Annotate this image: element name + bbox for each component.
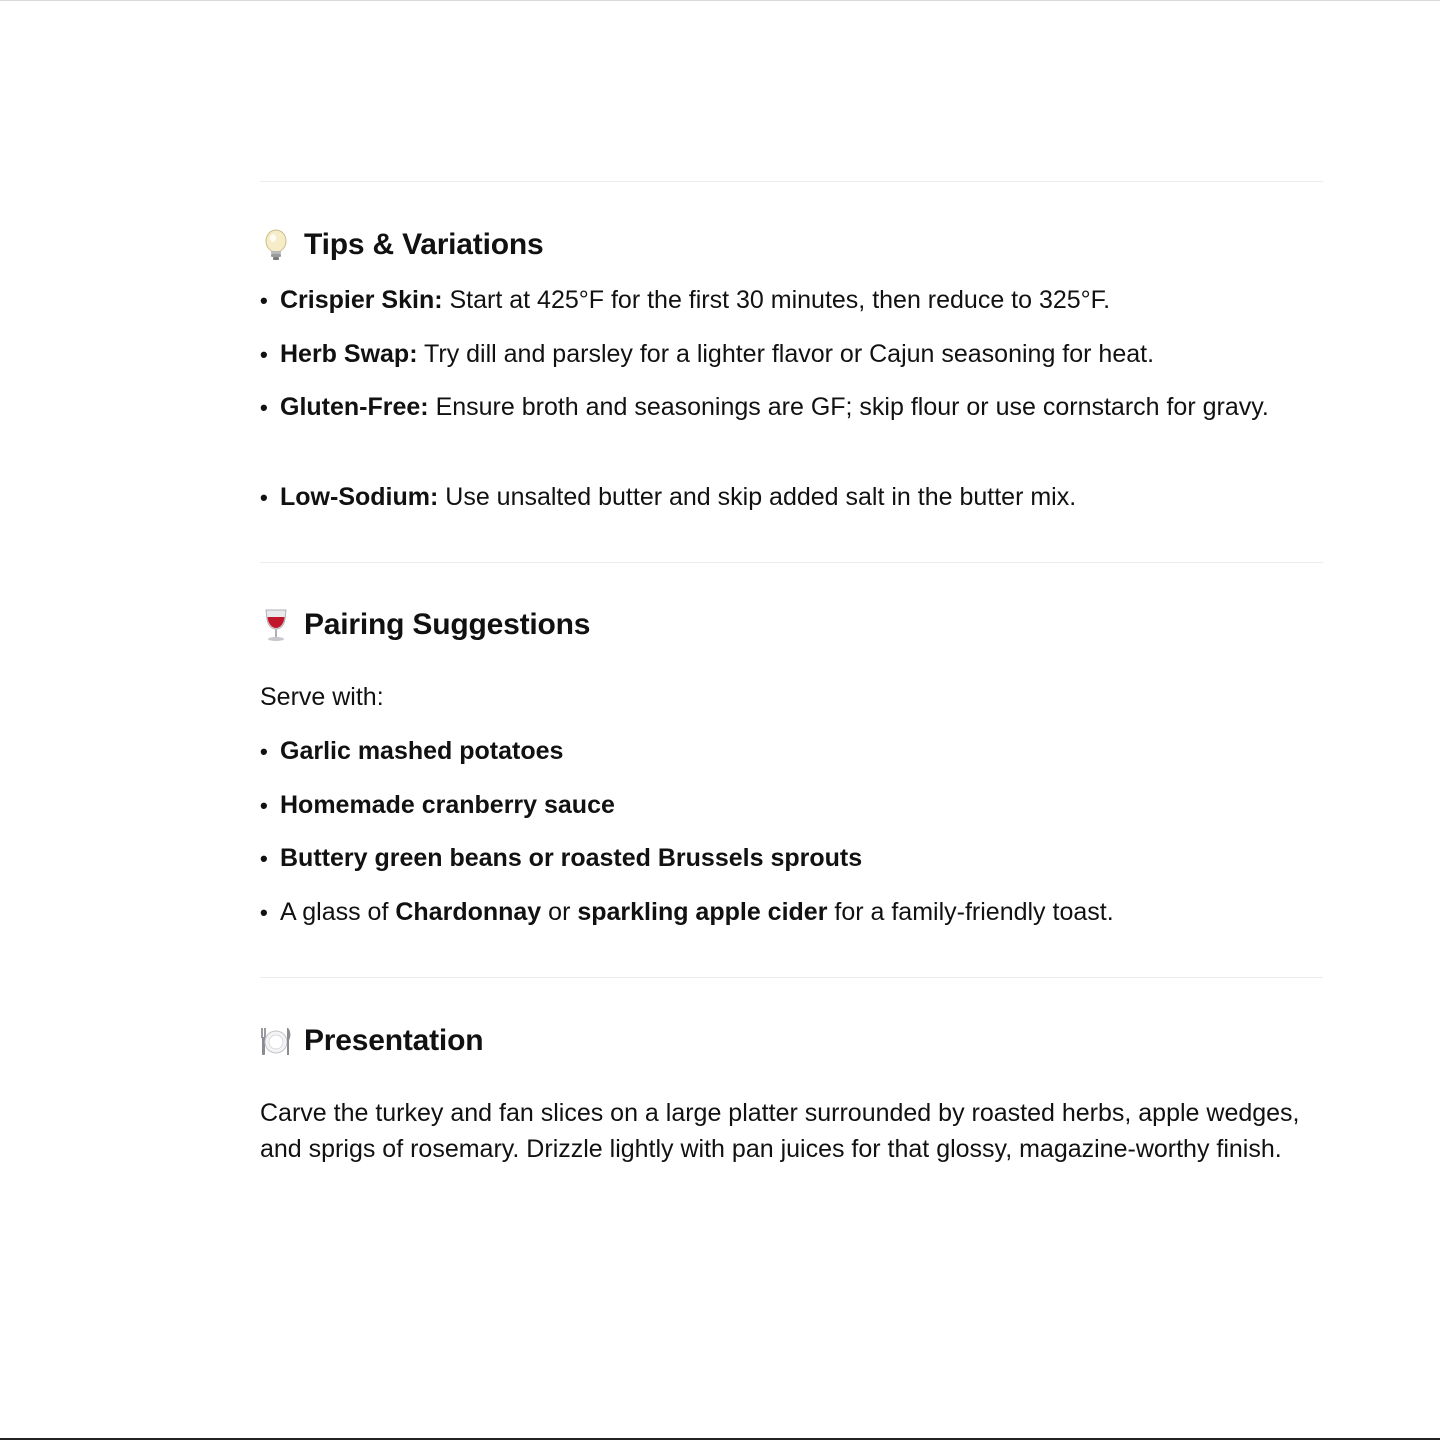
list-item bbox=[260, 390, 1322, 426]
list-item bbox=[260, 788, 1322, 824]
tips-heading bbox=[258, 225, 543, 265]
pairing-intro: Serve with: bbox=[260, 683, 384, 711]
pairing-title: Pairing Suggestions bbox=[304, 608, 591, 641]
pairing-label: Homemade cranberry sauce bbox=[280, 791, 615, 819]
bullet: • bbox=[260, 846, 268, 871]
presentation-heading bbox=[258, 1021, 483, 1061]
section-divider-top bbox=[260, 181, 1323, 182]
bullet: • bbox=[260, 793, 268, 818]
pairing-text bbox=[280, 788, 1322, 824]
presentation-text: Carve the turkey and fan slices on a large platter surrounded by roasted herbs, apple wedges, and sprigs of rosemary. Drizzle lightly with pan juices for that glossy, magazine-worthy finish. bbox=[260, 1099, 1300, 1163]
tips-title: Tips & Variations bbox=[304, 228, 544, 261]
list-item bbox=[260, 841, 1322, 877]
tip-text bbox=[280, 480, 1322, 516]
section-divider bbox=[260, 562, 1323, 563]
section-divider bbox=[260, 977, 1323, 978]
tip-label: Herb Swap: bbox=[280, 340, 418, 368]
tip-description: Use unsalted butter and skip added salt in the butter mix. bbox=[438, 483, 1077, 511]
wine-glass-icon bbox=[258, 607, 294, 643]
list-item bbox=[260, 480, 1322, 516]
bullet: • bbox=[260, 288, 268, 313]
top-edge-line bbox=[0, 0, 1440, 1]
pairing-heading bbox=[258, 605, 590, 645]
tip-text bbox=[280, 283, 1322, 319]
tip-description: Ensure broth and seasonings are GF; skip flour or use cornstarch for gravy. bbox=[428, 393, 1269, 421]
list-item bbox=[260, 283, 1322, 319]
tip-label: Gluten-Free: bbox=[280, 393, 429, 421]
drink-mid: or bbox=[541, 898, 578, 926]
tip-description: Try dill and parsley for a lighter flavor or Cajun seasoning for heat. bbox=[417, 340, 1155, 368]
drink-pre: A glass of bbox=[280, 898, 396, 926]
drink-cider: sparkling apple cider bbox=[577, 898, 828, 926]
tip-text bbox=[280, 390, 1322, 426]
list-item bbox=[260, 895, 1322, 931]
presentation-title: Presentation bbox=[304, 1024, 484, 1057]
list-item bbox=[260, 337, 1322, 373]
tip-description: Start at 425°F for the first 30 minutes, then reduce to 325°F. bbox=[442, 286, 1111, 314]
drink-wine: Chardonnay bbox=[395, 898, 542, 926]
pairing-text bbox=[280, 734, 1322, 770]
drink-text bbox=[280, 895, 1322, 931]
pairing-label: Buttery green beans or roasted Brussels sprouts bbox=[280, 844, 863, 872]
drink-post: for a family-friendly toast. bbox=[827, 898, 1114, 926]
bullet: • bbox=[260, 395, 268, 420]
tip-label: Low-Sodium: bbox=[280, 483, 439, 511]
pairing-text bbox=[280, 841, 1322, 877]
bullet: • bbox=[260, 900, 268, 925]
plate-cutlery-icon bbox=[258, 1023, 294, 1059]
bullet: • bbox=[260, 739, 268, 764]
lightbulb-icon bbox=[258, 227, 294, 263]
bullet: • bbox=[260, 485, 268, 510]
list-item bbox=[260, 734, 1322, 770]
tip-label: Crispier Skin: bbox=[280, 286, 443, 314]
pairing-label: Garlic mashed potatoes bbox=[280, 737, 564, 765]
tip-text bbox=[280, 337, 1322, 373]
bullet: • bbox=[260, 342, 268, 367]
